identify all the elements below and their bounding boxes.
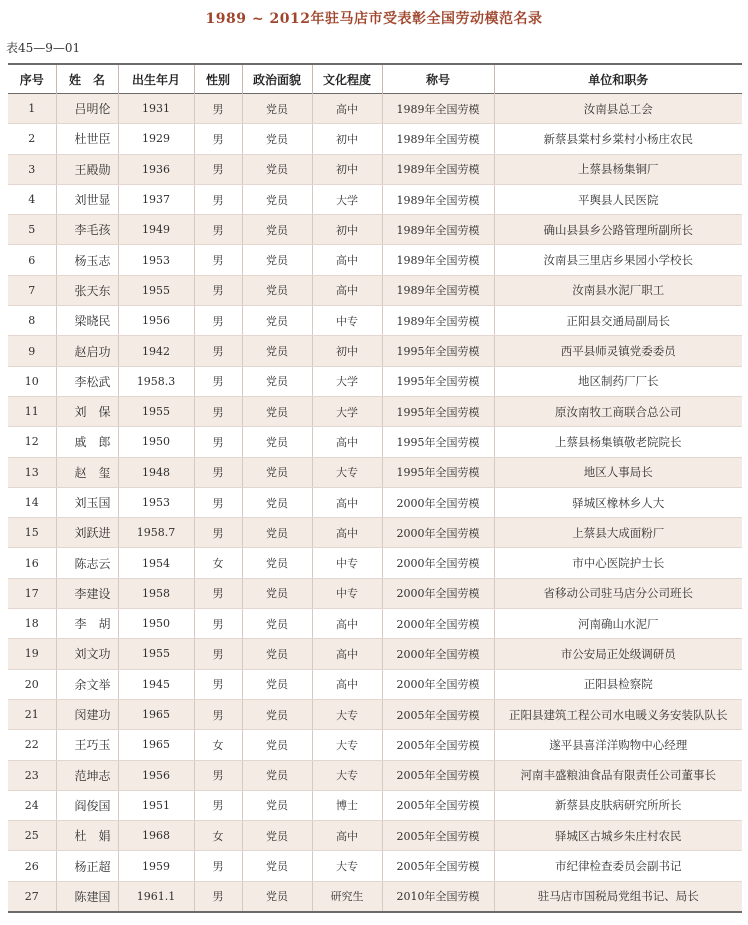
birth-cell: 1956 bbox=[118, 306, 194, 336]
seq-cell: 9 bbox=[8, 336, 56, 366]
education-cell: 博士 bbox=[312, 790, 382, 820]
education-cell: 初中 bbox=[312, 215, 382, 245]
honor-cell: 1989年全国劳模 bbox=[382, 275, 494, 305]
political-cell: 党员 bbox=[242, 396, 312, 426]
political-cell: 党员 bbox=[242, 487, 312, 517]
name-cell: 刘跃进 bbox=[56, 518, 118, 548]
unit-cell: 市纪律检查委员会副书记 bbox=[494, 851, 742, 881]
political-cell: 党员 bbox=[242, 609, 312, 639]
name-cell: 王巧玉 bbox=[56, 730, 118, 760]
unit-cell: 省移动公司驻马店分公司班长 bbox=[494, 578, 742, 608]
education-cell: 中专 bbox=[312, 306, 382, 336]
table-row bbox=[8, 730, 742, 760]
education-cell: 大学 bbox=[312, 366, 382, 396]
col-birth-header: 出生年月 bbox=[118, 64, 194, 94]
honor-cell: 1989年全国劳模 bbox=[382, 245, 494, 275]
honor-cell: 2005年全国劳模 bbox=[382, 699, 494, 729]
honor-cell: 2000年全国劳模 bbox=[382, 548, 494, 578]
political-cell: 党员 bbox=[242, 184, 312, 214]
gender-cell: 女 bbox=[194, 548, 242, 578]
education-cell: 大专 bbox=[312, 760, 382, 790]
political-cell: 党员 bbox=[242, 275, 312, 305]
birth-cell: 1937 bbox=[118, 184, 194, 214]
seq-cell: 10 bbox=[8, 366, 56, 396]
birth-cell: 1948 bbox=[118, 457, 194, 487]
table-row bbox=[8, 699, 742, 729]
birth-cell: 1950 bbox=[118, 609, 194, 639]
honor-cell: 1989年全国劳模 bbox=[382, 184, 494, 214]
gender-cell: 男 bbox=[194, 306, 242, 336]
gender-cell: 男 bbox=[194, 396, 242, 426]
gender-cell: 男 bbox=[194, 669, 242, 699]
birth-cell: 1958 bbox=[118, 578, 194, 608]
seq-cell: 11 bbox=[8, 396, 56, 426]
political-cell: 党员 bbox=[242, 790, 312, 820]
seq-cell: 20 bbox=[8, 669, 56, 699]
name-cell: 范坤志 bbox=[56, 760, 118, 790]
honor-cell: 1995年全国劳模 bbox=[382, 366, 494, 396]
honor-cell: 2005年全国劳模 bbox=[382, 851, 494, 881]
table-row bbox=[8, 336, 742, 366]
gender-cell: 男 bbox=[194, 639, 242, 669]
name-cell: 余文举 bbox=[56, 669, 118, 699]
gender-cell: 男 bbox=[194, 518, 242, 548]
honor-cell: 2005年全国劳模 bbox=[382, 730, 494, 760]
honor-cell: 2000年全国劳模 bbox=[382, 639, 494, 669]
table-header bbox=[8, 64, 742, 94]
name-cell: 吕明伦 bbox=[56, 94, 118, 124]
seq-cell: 12 bbox=[8, 427, 56, 457]
political-cell: 党员 bbox=[242, 457, 312, 487]
unit-cell: 上蔡县杨集镇敬老院院长 bbox=[494, 427, 742, 457]
table-row bbox=[8, 215, 742, 245]
education-cell: 大专 bbox=[312, 699, 382, 729]
honor-cell: 2005年全国劳模 bbox=[382, 821, 494, 851]
table-row bbox=[8, 518, 742, 548]
unit-cell: 正阳县检察院 bbox=[494, 669, 742, 699]
political-cell: 党员 bbox=[242, 881, 312, 912]
seq-cell: 15 bbox=[8, 518, 56, 548]
birth-cell: 1953 bbox=[118, 487, 194, 517]
table-row bbox=[8, 366, 742, 396]
birth-cell: 1929 bbox=[118, 124, 194, 154]
unit-cell: 上蔡县大成面粉厂 bbox=[494, 518, 742, 548]
col-education-header: 文化程度 bbox=[312, 64, 382, 94]
unit-cell: 正阳县交通局副局长 bbox=[494, 306, 742, 336]
education-cell: 高中 bbox=[312, 427, 382, 457]
name-cell: 闵建功 bbox=[56, 699, 118, 729]
gender-cell: 男 bbox=[194, 881, 242, 912]
seq-cell: 24 bbox=[8, 790, 56, 820]
table-body bbox=[8, 94, 742, 913]
col-name-header: 姓 名 bbox=[56, 64, 118, 94]
unit-cell: 汝南县总工会 bbox=[494, 94, 742, 124]
col-political-header: 政治面貌 bbox=[242, 64, 312, 94]
table-row bbox=[8, 578, 742, 608]
name-cell: 梁晓民 bbox=[56, 306, 118, 336]
unit-cell: 驿城区古城乡朱庄村农民 bbox=[494, 821, 742, 851]
gender-cell: 男 bbox=[194, 790, 242, 820]
gender-cell: 男 bbox=[194, 366, 242, 396]
education-cell: 中专 bbox=[312, 548, 382, 578]
honor-cell: 1995年全国劳模 bbox=[382, 427, 494, 457]
birth-cell: 1951 bbox=[118, 790, 194, 820]
education-cell: 研究生 bbox=[312, 881, 382, 912]
name-cell: 赵 玺 bbox=[56, 457, 118, 487]
education-cell: 中专 bbox=[312, 578, 382, 608]
education-cell: 大专 bbox=[312, 730, 382, 760]
seq-cell: 3 bbox=[8, 154, 56, 184]
political-cell: 党员 bbox=[242, 154, 312, 184]
table-row bbox=[8, 548, 742, 578]
honor-cell: 2005年全国劳模 bbox=[382, 760, 494, 790]
table-row bbox=[8, 184, 742, 214]
political-cell: 党员 bbox=[242, 124, 312, 154]
name-cell: 刘玉国 bbox=[56, 487, 118, 517]
unit-cell: 汝南县三里店乡果园小学校长 bbox=[494, 245, 742, 275]
gender-cell: 女 bbox=[194, 730, 242, 760]
seq-cell: 2 bbox=[8, 124, 56, 154]
table-row bbox=[8, 790, 742, 820]
honor-cell: 2000年全国劳模 bbox=[382, 518, 494, 548]
unit-cell: 上蔡县杨集铜厂 bbox=[494, 154, 742, 184]
labor-model-table bbox=[8, 63, 742, 913]
unit-cell: 原汝南牧工商联合总公司 bbox=[494, 396, 742, 426]
table-row bbox=[8, 760, 742, 790]
political-cell: 党员 bbox=[242, 699, 312, 729]
political-cell: 党员 bbox=[242, 821, 312, 851]
unit-cell: 河南丰盛粮油食品有限责任公司董事长 bbox=[494, 760, 742, 790]
name-cell: 李毛孩 bbox=[56, 215, 118, 245]
birth-cell: 1959 bbox=[118, 851, 194, 881]
political-cell: 党员 bbox=[242, 578, 312, 608]
honor-cell: 2005年全国劳模 bbox=[382, 790, 494, 820]
table-row bbox=[8, 457, 742, 487]
birth-cell: 1961.1 bbox=[118, 881, 194, 912]
birth-cell: 1956 bbox=[118, 760, 194, 790]
gender-cell: 男 bbox=[194, 94, 242, 124]
unit-cell: 新蔡县皮肤病研究所所长 bbox=[494, 790, 742, 820]
education-cell: 高中 bbox=[312, 487, 382, 517]
labor-model-table-container bbox=[8, 63, 742, 913]
birth-cell: 1955 bbox=[118, 639, 194, 669]
unit-cell: 遂平县喜洋洋购物中心经理 bbox=[494, 730, 742, 760]
honor-cell: 2000年全国劳模 bbox=[382, 487, 494, 517]
name-cell: 李建设 bbox=[56, 578, 118, 608]
unit-cell: 新蔡县棠村乡棠村小杨庄农民 bbox=[494, 124, 742, 154]
name-cell: 李 胡 bbox=[56, 609, 118, 639]
birth-cell: 1942 bbox=[118, 336, 194, 366]
political-cell: 党员 bbox=[242, 639, 312, 669]
honor-cell: 1989年全国劳模 bbox=[382, 124, 494, 154]
name-cell: 戚 郎 bbox=[56, 427, 118, 457]
education-cell: 大学 bbox=[312, 396, 382, 426]
name-cell: 陈建国 bbox=[56, 881, 118, 912]
table-row bbox=[8, 275, 742, 305]
table-row bbox=[8, 245, 742, 275]
birth-cell: 1936 bbox=[118, 154, 194, 184]
seq-cell: 22 bbox=[8, 730, 56, 760]
unit-cell: 河南确山水泥厂 bbox=[494, 609, 742, 639]
name-cell: 刘文功 bbox=[56, 639, 118, 669]
honor-cell: 1989年全国劳模 bbox=[382, 154, 494, 184]
political-cell: 党员 bbox=[242, 215, 312, 245]
table-row bbox=[8, 639, 742, 669]
political-cell: 党员 bbox=[242, 245, 312, 275]
name-cell: 杜世臣 bbox=[56, 124, 118, 154]
seq-cell: 7 bbox=[8, 275, 56, 305]
birth-cell: 1958.3 bbox=[118, 366, 194, 396]
education-cell: 初中 bbox=[312, 124, 382, 154]
seq-cell: 16 bbox=[8, 548, 56, 578]
unit-cell: 汝南县水泥厂职工 bbox=[494, 275, 742, 305]
table-code: 表45—9—01 bbox=[6, 41, 81, 55]
name-cell: 张天东 bbox=[56, 275, 118, 305]
gender-cell: 男 bbox=[194, 851, 242, 881]
birth-cell: 1958.7 bbox=[118, 518, 194, 548]
unit-cell: 平舆县人民医院 bbox=[494, 184, 742, 214]
unit-cell: 地区制药厂厂长 bbox=[494, 366, 742, 396]
gender-cell: 男 bbox=[194, 760, 242, 790]
honor-cell: 1989年全国劳模 bbox=[382, 94, 494, 124]
table-row bbox=[8, 94, 742, 124]
seq-cell: 8 bbox=[8, 306, 56, 336]
table-row bbox=[8, 669, 742, 699]
unit-cell: 市中心医院护士长 bbox=[494, 548, 742, 578]
table-row bbox=[8, 306, 742, 336]
name-cell: 杨正超 bbox=[56, 851, 118, 881]
political-cell: 党员 bbox=[242, 669, 312, 699]
birth-cell: 1954 bbox=[118, 548, 194, 578]
gender-cell: 男 bbox=[194, 215, 242, 245]
political-cell: 党员 bbox=[242, 427, 312, 457]
education-cell: 高中 bbox=[312, 245, 382, 275]
gender-cell: 男 bbox=[194, 336, 242, 366]
name-cell: 杜 娟 bbox=[56, 821, 118, 851]
page-title: 1989 ~ 2012年驻马店市受表彰全国劳动模范名录 bbox=[205, 11, 543, 27]
honor-cell: 1989年全国劳模 bbox=[382, 306, 494, 336]
honor-cell: 1995年全国劳模 bbox=[382, 336, 494, 366]
political-cell: 党员 bbox=[242, 548, 312, 578]
seq-cell: 19 bbox=[8, 639, 56, 669]
col-unit-header: 单位和职务 bbox=[494, 64, 742, 94]
honor-cell: 2000年全国劳模 bbox=[382, 609, 494, 639]
political-cell: 党员 bbox=[242, 730, 312, 760]
unit-cell: 市公安局正处级调研员 bbox=[494, 639, 742, 669]
name-cell: 陈志云 bbox=[56, 548, 118, 578]
honor-cell: 1995年全国劳模 bbox=[382, 457, 494, 487]
gender-cell: 男 bbox=[194, 275, 242, 305]
gender-cell: 男 bbox=[194, 184, 242, 214]
unit-cell: 正阳县建筑工程公司水电暖义务安装队队长 bbox=[494, 699, 742, 729]
name-cell: 刘 保 bbox=[56, 396, 118, 426]
seq-cell: 26 bbox=[8, 851, 56, 881]
honor-cell: 2000年全国劳模 bbox=[382, 578, 494, 608]
seq-cell: 18 bbox=[8, 609, 56, 639]
table-row bbox=[8, 487, 742, 517]
birth-cell: 1931 bbox=[118, 94, 194, 124]
birth-cell: 1968 bbox=[118, 821, 194, 851]
education-cell: 高中 bbox=[312, 639, 382, 669]
education-cell: 高中 bbox=[312, 518, 382, 548]
header-row bbox=[8, 64, 742, 94]
seq-cell: 21 bbox=[8, 699, 56, 729]
education-cell: 初中 bbox=[312, 336, 382, 366]
seq-cell: 4 bbox=[8, 184, 56, 214]
unit-cell: 驻马店市国税局党组书记、局长 bbox=[494, 881, 742, 912]
education-cell: 大专 bbox=[312, 851, 382, 881]
unit-cell: 确山县县乡公路管理所副所长 bbox=[494, 215, 742, 245]
education-cell: 高中 bbox=[312, 275, 382, 305]
table-row bbox=[8, 427, 742, 457]
name-cell: 杨玉志 bbox=[56, 245, 118, 275]
political-cell: 党员 bbox=[242, 366, 312, 396]
education-cell: 高中 bbox=[312, 609, 382, 639]
gender-cell: 女 bbox=[194, 821, 242, 851]
name-cell: 阎俊国 bbox=[56, 790, 118, 820]
education-cell: 大专 bbox=[312, 457, 382, 487]
education-cell: 大学 bbox=[312, 184, 382, 214]
education-cell: 高中 bbox=[312, 94, 382, 124]
honor-cell: 2000年全国劳模 bbox=[382, 669, 494, 699]
seq-cell: 1 bbox=[8, 94, 56, 124]
birth-cell: 1950 bbox=[118, 427, 194, 457]
table-row bbox=[8, 396, 742, 426]
unit-cell: 西平县师灵镇党委委员 bbox=[494, 336, 742, 366]
name-cell: 王殿勋 bbox=[56, 154, 118, 184]
gender-cell: 男 bbox=[194, 699, 242, 729]
birth-cell: 1949 bbox=[118, 215, 194, 245]
birth-cell: 1955 bbox=[118, 396, 194, 426]
table-row bbox=[8, 154, 742, 184]
gender-cell: 男 bbox=[194, 578, 242, 608]
table-row bbox=[8, 851, 742, 881]
seq-cell: 25 bbox=[8, 821, 56, 851]
birth-cell: 1945 bbox=[118, 669, 194, 699]
education-cell: 初中 bbox=[312, 154, 382, 184]
honor-cell: 2010年全国劳模 bbox=[382, 881, 494, 912]
seq-cell: 13 bbox=[8, 457, 56, 487]
honor-cell: 1989年全国劳模 bbox=[382, 215, 494, 245]
table-row bbox=[8, 881, 742, 912]
gender-cell: 男 bbox=[194, 487, 242, 517]
gender-cell: 男 bbox=[194, 609, 242, 639]
gender-cell: 男 bbox=[194, 245, 242, 275]
name-cell: 刘世显 bbox=[56, 184, 118, 214]
col-seq-header: 序号 bbox=[19, 72, 44, 87]
table-row bbox=[8, 124, 742, 154]
seq-cell: 23 bbox=[8, 760, 56, 790]
name-cell: 李松武 bbox=[56, 366, 118, 396]
unit-cell: 地区人事局长 bbox=[494, 457, 742, 487]
political-cell: 党员 bbox=[242, 518, 312, 548]
political-cell: 党员 bbox=[242, 94, 312, 124]
birth-cell: 1965 bbox=[118, 730, 194, 760]
birth-cell: 1965 bbox=[118, 699, 194, 729]
name-cell: 赵启功 bbox=[56, 336, 118, 366]
gender-cell: 男 bbox=[194, 154, 242, 184]
seq-cell: 14 bbox=[8, 487, 56, 517]
table-row bbox=[8, 609, 742, 639]
seq-cell: 27 bbox=[8, 881, 56, 912]
honor-cell: 1995年全国劳模 bbox=[382, 396, 494, 426]
political-cell: 党员 bbox=[242, 336, 312, 366]
gender-cell: 男 bbox=[194, 457, 242, 487]
education-cell: 高中 bbox=[312, 821, 382, 851]
education-cell: 高中 bbox=[312, 669, 382, 699]
political-cell: 党员 bbox=[242, 306, 312, 336]
political-cell: 党员 bbox=[242, 760, 312, 790]
birth-cell: 1953 bbox=[118, 245, 194, 275]
unit-cell: 驿城区橡林乡人大 bbox=[494, 487, 742, 517]
gender-cell: 男 bbox=[194, 427, 242, 457]
col-honor-header: 称号 bbox=[382, 64, 494, 94]
birth-cell: 1955 bbox=[118, 275, 194, 305]
col-gender-header: 性别 bbox=[194, 64, 242, 94]
table-row bbox=[8, 821, 742, 851]
political-cell: 党员 bbox=[242, 851, 312, 881]
seq-cell: 5 bbox=[8, 215, 56, 245]
seq-cell: 6 bbox=[8, 245, 56, 275]
gender-cell: 男 bbox=[194, 124, 242, 154]
seq-cell: 17 bbox=[8, 578, 56, 608]
